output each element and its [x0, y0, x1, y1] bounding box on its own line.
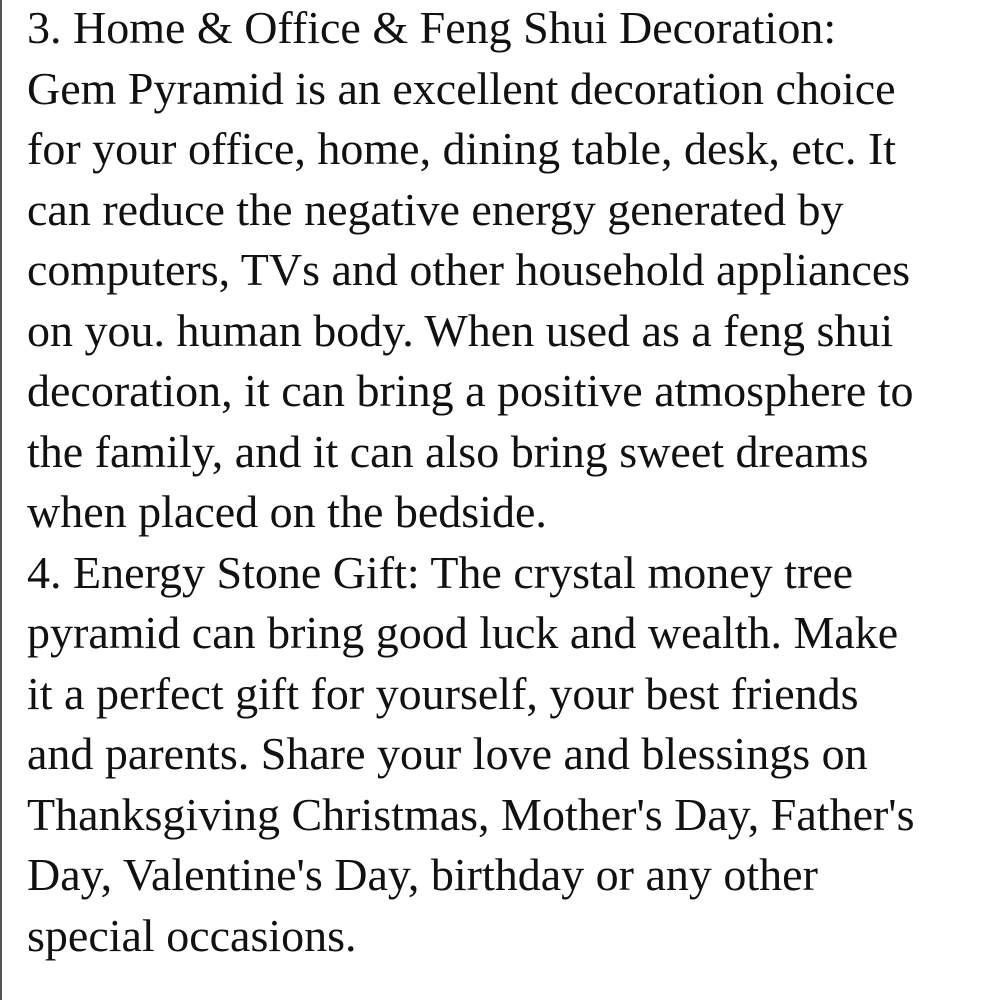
text-line: and parents. Share your love and blessings on — [27, 728, 868, 779]
text-line: decoration, it can bring a positive atmosphere to — [27, 365, 914, 416]
text-line: 4. Energy Stone Gift: The crystal money tree — [27, 546, 854, 598]
text-line: Gem Pyramid is an excellent decoration choice — [27, 62, 896, 114]
text-line: Thanksgiving Christmas, Mother's Day, Father's — [27, 788, 915, 840]
text-line: special occasions. — [27, 909, 357, 961]
section-feng-shui-decoration — [27, 0, 992, 543]
section-energy-stone-gift — [27, 543, 992, 967]
text-line: 3. Home & Office & Feng Shui Decoration: — [27, 2, 837, 53]
text-line: when placed on the bedside. — [27, 486, 547, 537]
text-line: on you. human body. When used as a feng shui — [27, 304, 894, 356]
text-line: for your office, home, dining table, desk, etc. It — [27, 123, 897, 174]
document-body — [27, 0, 992, 966]
text-line: pyramid can bring good luck and wealth. Make — [27, 607, 899, 658]
text-line: it a perfect gift for yourself, your best friends — [27, 667, 859, 719]
text-line: computers, TVs and other household appliances — [27, 244, 911, 295]
text-line: can reduce the negative energy generated by — [27, 183, 844, 235]
text-line: Day, Valentine's Day, birthday or any other — [27, 849, 818, 900]
text-line: the family, and it can also bring sweet dreams — [27, 425, 869, 477]
page-left-border — [0, 0, 2, 1000]
